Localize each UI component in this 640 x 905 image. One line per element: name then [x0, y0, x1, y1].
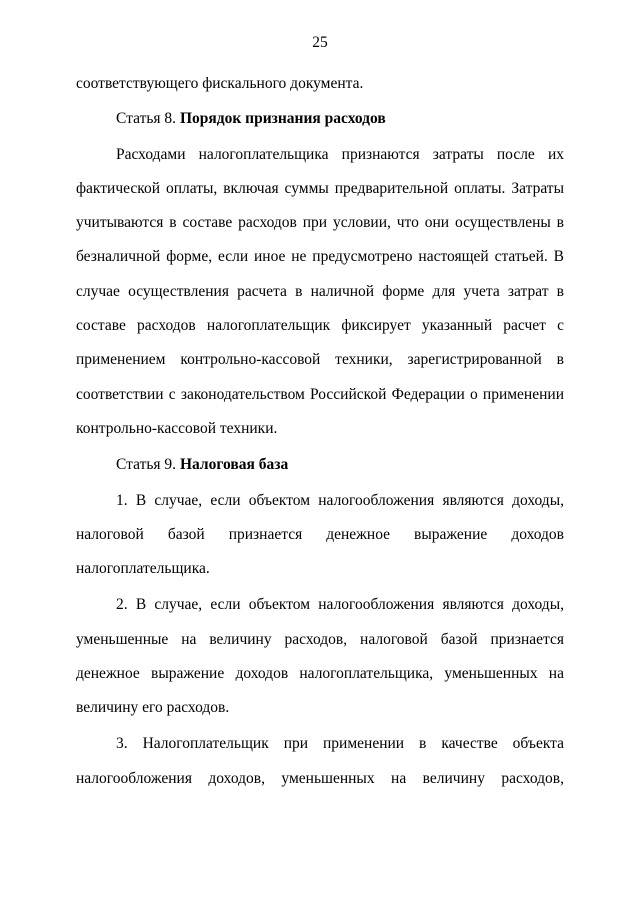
- article-8-prefix: Статья 8.: [116, 110, 177, 127]
- article-9-heading: [116, 456, 564, 474]
- text-line: 3. Налогоплательщик при применении в качестве объекта: [116, 735, 564, 752]
- text-line: налогоплательщика.: [76, 560, 210, 577]
- article-9-title: Налоговая база: [179, 456, 289, 473]
- text-line: соответствии с законодательством Российской Федерации о применении: [76, 386, 564, 403]
- text-line: учитываются в составе расходов при условии, что они осуществлены в: [76, 214, 564, 231]
- text-line: уменьшенные на величину расходов, налоговой базой признается: [76, 631, 564, 648]
- text-line: Расходами налогоплательщика признаются затраты после их: [116, 146, 564, 163]
- article-8-title: Порядок признания расходов: [179, 110, 386, 127]
- text-line: составе расходов налогоплательщик фиксирует указанный расчет с: [76, 317, 564, 334]
- text-line: применением контрольно-кассовой техники, зарегистрированной в: [76, 351, 564, 368]
- text-line: величину его расходов.: [76, 699, 230, 716]
- text-line: безналичной форме, если иное не предусмотрено настоящей статьей. В: [76, 248, 564, 265]
- text-line: фактической оплаты, включая суммы предварительной оплаты. Затраты: [76, 180, 564, 197]
- text-line: налогообложения доходов, уменьшенных на величину расходов,: [76, 770, 564, 787]
- text-line: соответствующего фискального документа.: [76, 75, 364, 92]
- text-line: денежное выражение доходов налогоплательщика, уменьшенных на: [76, 665, 564, 682]
- text-line: контрольно-кассовой техники.: [76, 420, 278, 437]
- text-line: 2. В случае, если объектом налогообложения являются доходы,: [116, 596, 564, 613]
- text-line: случае осуществления расчета в наличной форме для учета затрат в: [76, 283, 564, 300]
- page-number: 25: [312, 34, 328, 51]
- article-9-prefix: Статья 9.: [116, 456, 177, 473]
- text-line: 1. В случае, если объектом налогообложения являются доходы,: [116, 492, 564, 509]
- text-line: налоговой базой признается денежное выражение доходов: [76, 526, 564, 543]
- article-8-heading: [116, 110, 564, 128]
